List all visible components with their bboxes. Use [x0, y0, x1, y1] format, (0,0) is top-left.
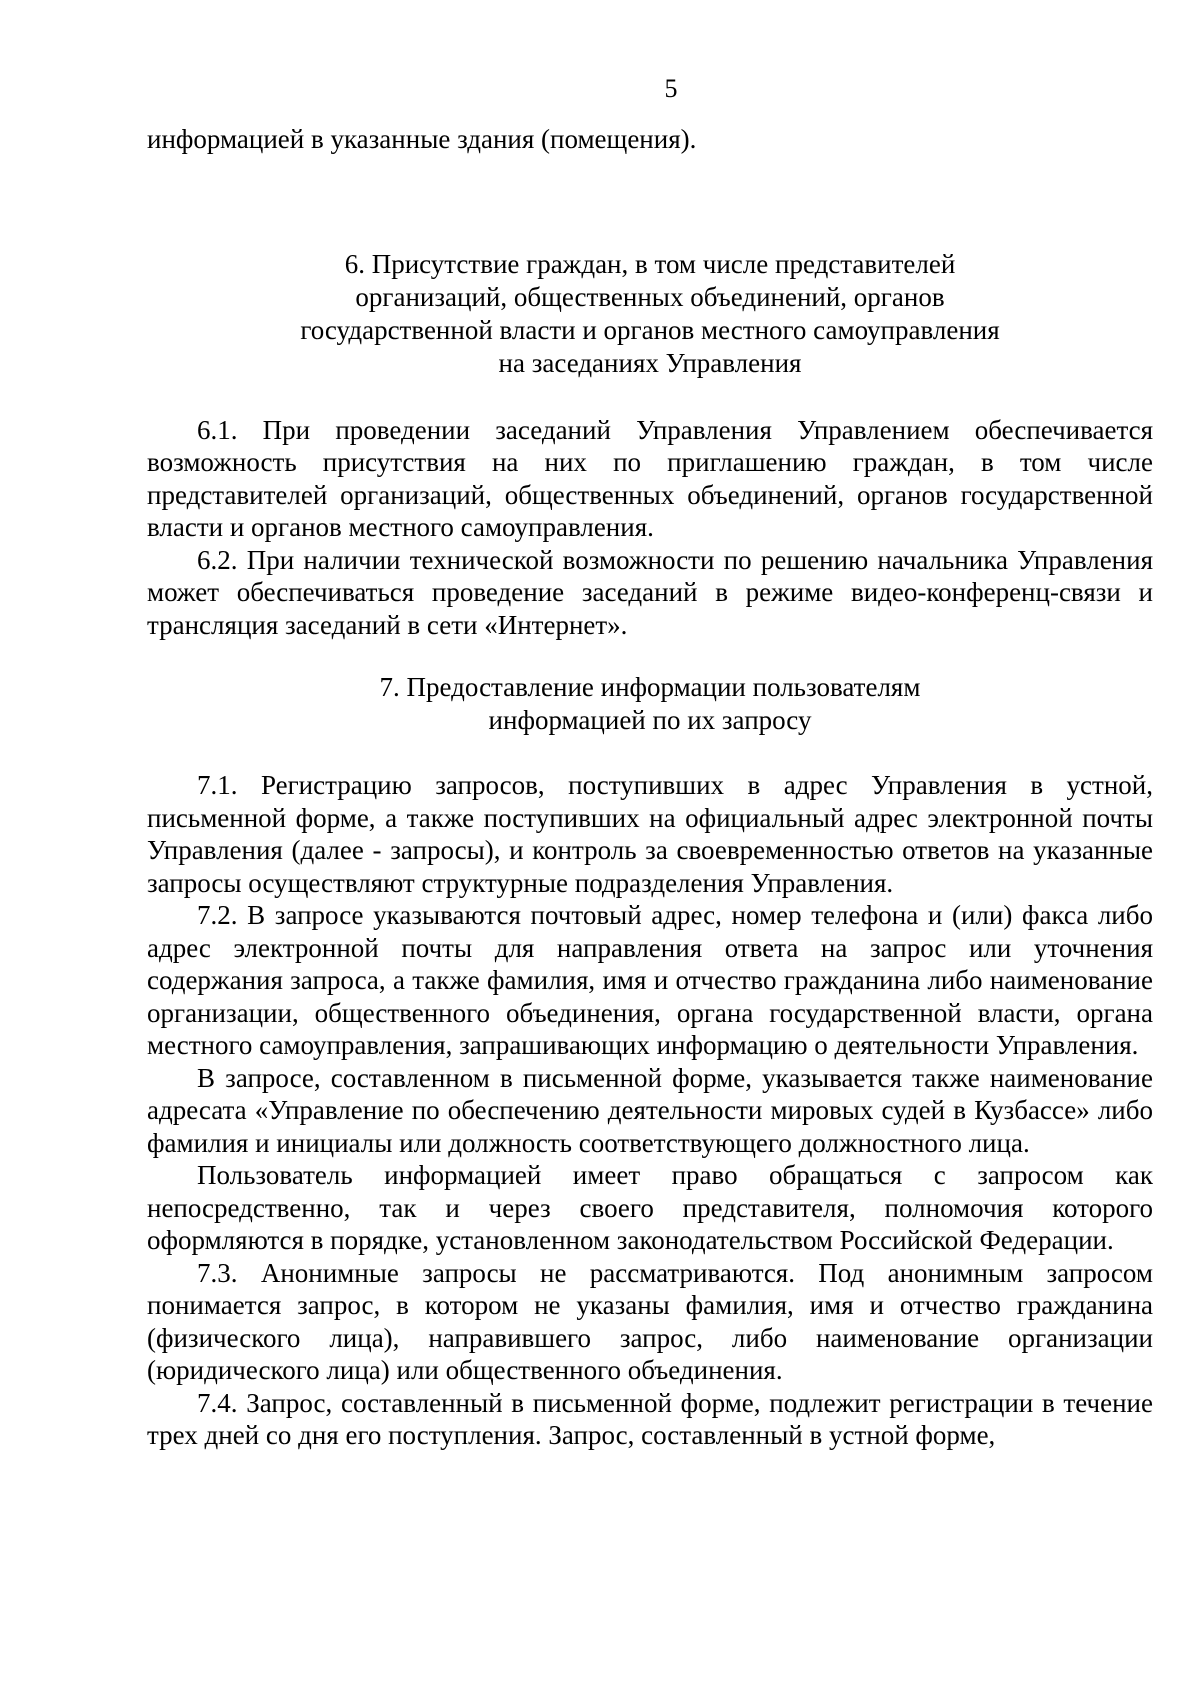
document-page [147, 72, 1153, 1452]
paragraph-7-3: 7.3. Анонимные запросы не рассматриваются. Под анонимным запросом понимается запрос, в котором не указаны фамилия, имя и отчество гражданина (физического лица), направившего запрос, либо наименование организации (юридического лица) или общественного объединения. [147, 1257, 1153, 1385]
paragraph-6-2: 6.2. При наличии технической возможности по решению начальника Управления может обеспечиваться проведение заседаний в режиме видео-конференц-связи и трансляция заседаний в сети «Интернет». [147, 544, 1153, 640]
section-7-heading-line: информацией по их запросу [488, 705, 812, 735]
intro-line: информацией в указанные здания (помещения). [147, 124, 697, 154]
section-6-heading-line: 6. Присутствие граждан, в том числе представителей [344, 248, 956, 279]
paragraph-7-2: 7.2. В запросе указываются почтовый адрес, номер телефона и (или) факса либо адрес электронной почты для направления ответа на запрос или уточнения содержания запроса, а также фамилия, имя и отчество гражданина либо наименование организации, общественного объединения, органа государственной власти, органа местного самоуправления, запрашивающих информацию о деятельности Управления. [147, 900, 1153, 1060]
paragraph-7-4: 7.4. Запрос, составленный в письменной форме, подлежит регистрации в течение трех дней со дня его поступления. Запрос, составленный в устной форме, [147, 1387, 1153, 1450]
paragraph-7-1: 7.1. Регистрацию запросов, поступивших в адрес Управления в устной, письменной форме, а также поступивших на официальный адрес электронной почты Управления (далее - запросы), и контроль за своевременностью ответов на указанные запросы осуществляют структурные подразделения Управления. [147, 770, 1153, 898]
section-7-heading [147, 671, 1153, 737]
paragraph-6-1: 6.1. При проведении заседаний Управления Управлением обеспечивается возможность присутствия на них по приглашению граждан, в том числе представителей организаций, общественных объединений, органов государственной власти и органов местного самоуправления. [147, 414, 1153, 542]
page-number: 5 [664, 74, 678, 103]
section-7-heading-line: 7. Предоставление информации пользователям [379, 672, 921, 702]
section-6-heading-line: организаций, общественных объединений, органов [355, 281, 945, 312]
section-6-heading [147, 248, 1153, 380]
section-6-heading-line: государственной власти и органов местного самоуправления [300, 314, 1000, 345]
paragraph-7-2-written-form: В запросе, составленном в письменной форме, указывается также наименование адресата «Управление по обеспечению деятельности мировых судей в Кузбассе» либо фамилия и инициалы или должность соответствующего должностного лица. [147, 1062, 1153, 1158]
section-6-heading-line: на заседаниях Управления [498, 347, 802, 378]
paragraph-7-2-user-rights: Пользователь информацией имеет право обращаться с запросом как непосредственно, так и через своего представителя, полномочия которого оформляются в порядке, установленном законодательством Российской Федерации. [147, 1160, 1153, 1255]
